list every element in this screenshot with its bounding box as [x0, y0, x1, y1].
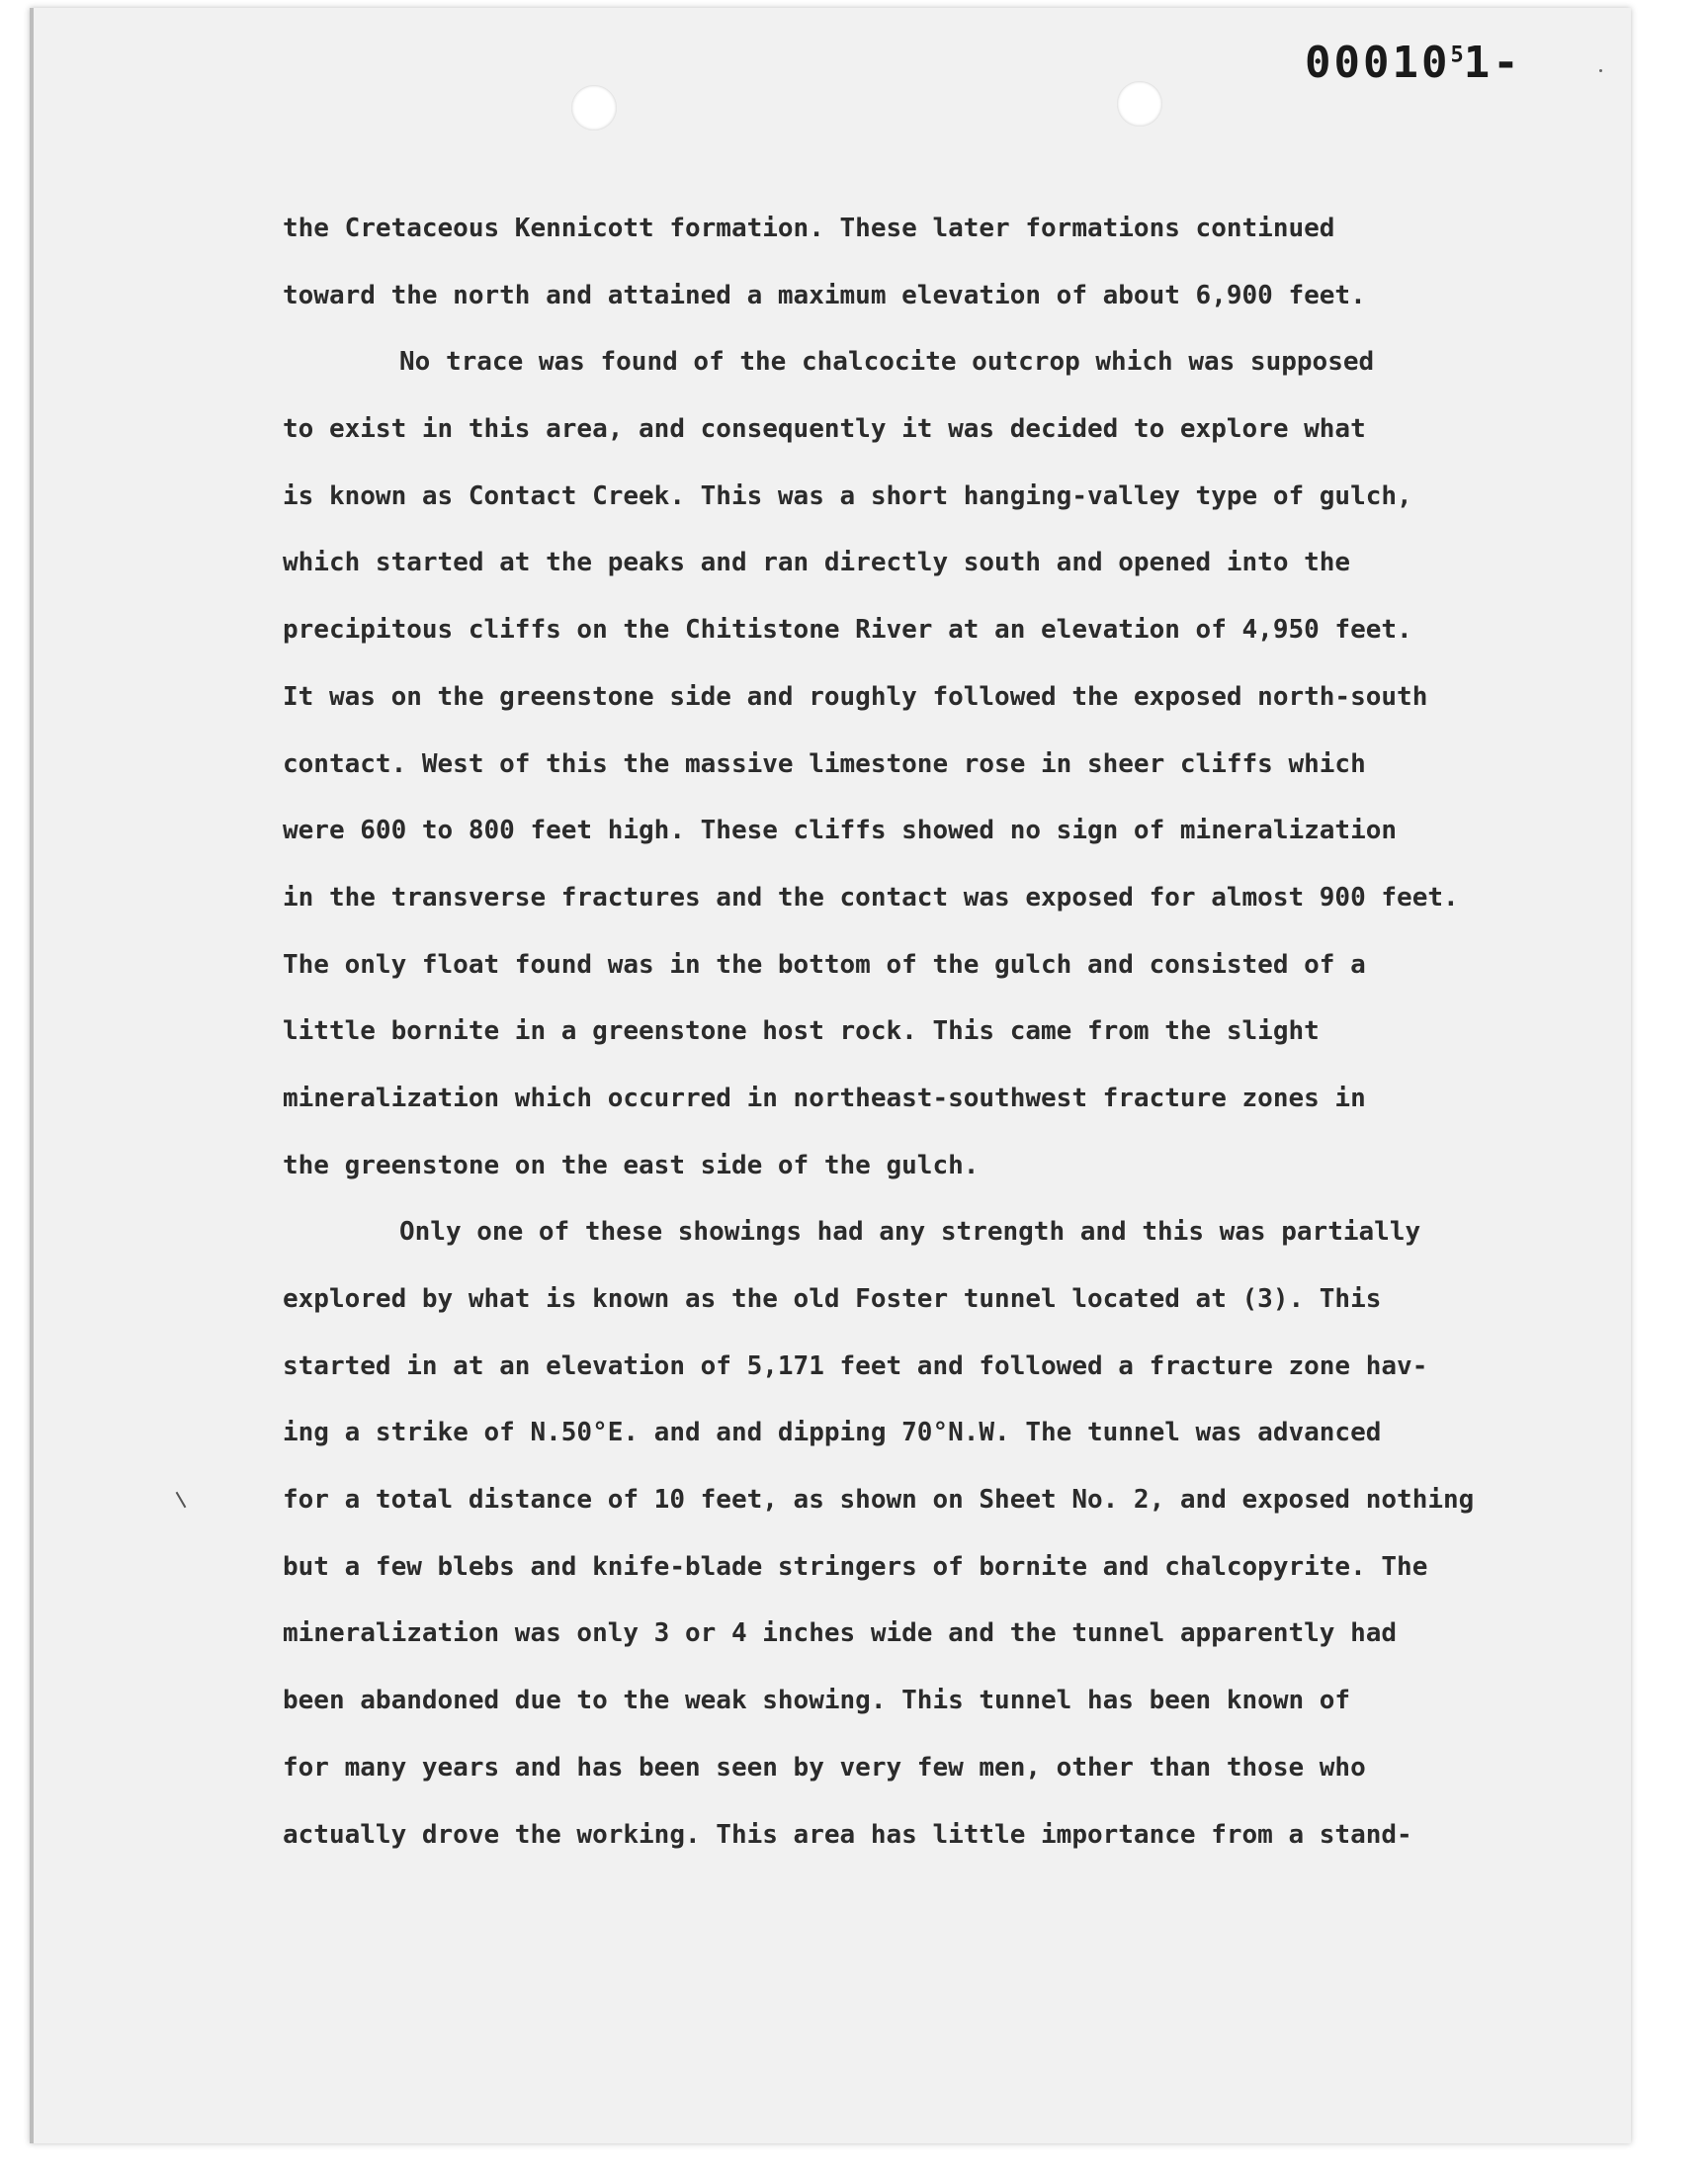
text-line: little bornite in a greenstone host rock. This came from the slight — [283, 1016, 1320, 1047]
page-number-superscript: 5 — [1450, 43, 1464, 68]
text-line: the Cretaceous Kennicott formation. These later formations continued — [283, 214, 1335, 243]
punch-hole-left — [571, 85, 617, 130]
text-line: toward the north and attained a maximum elevation of about 6,900 feet. — [283, 280, 1366, 310]
text-line: for many years and has been seen by very few men, other than those who — [283, 1752, 1366, 1783]
page-edge-shadow — [30, 8, 34, 2143]
text-line: which started at the peaks and ran directly south and opened into the — [283, 548, 1351, 578]
punch-hole-right — [1117, 81, 1162, 127]
text-line: been abandoned due to the weak showing. This tunnel has been known of — [283, 1686, 1351, 1716]
text-line: contact. West of this the massive limestone rose in sheer cliffs which — [283, 748, 1366, 779]
page-number-main: 00010 — [1305, 38, 1451, 88]
text-line: actually drove the working. This area has little importance from a stand- — [283, 1819, 1412, 1850]
text-line: It was on the greenstone side and roughly followed the exposed north-south — [283, 681, 1428, 712]
text-line: mineralization which occurred in northeast-southwest fracture zones in — [283, 1083, 1366, 1113]
text-line: explored by what is known as the old Foster tunnel located at (3). This — [283, 1284, 1382, 1314]
text-line: the greenstone on the east side of the gulch. — [283, 1150, 980, 1180]
text-line: but a few blebs and knife-blade stringers of bornite and chalcopyrite. The — [283, 1551, 1428, 1582]
text-line: is known as Contact Creek. This was a short hanging-valley type of gulch, — [283, 480, 1412, 511]
text-line: No trace was found of the chalcocite outcrop which was supposed — [399, 347, 1375, 378]
text-line: ing a strike of N.50°E. and and dipping 70°N.W. The tunnel was advanced — [283, 1418, 1382, 1448]
page-number-tail: 1- — [1463, 38, 1522, 88]
text-line: Only one of these showings had any strength and this was partially — [399, 1217, 1421, 1248]
page-number — [1305, 38, 1522, 88]
text-line: to exist in this area, and consequently it was decided to explore what — [283, 414, 1366, 445]
text-line: mineralization was only 3 or 4 inches wide and the tunnel apparently had — [283, 1618, 1398, 1649]
body-text — [283, 196, 1607, 1869]
text-line: in the transverse fractures and the contact was exposed for almost 900 feet. — [283, 882, 1459, 913]
text-line: started in at an elevation of 5,171 feet and followed a fracture zone hav- — [283, 1350, 1428, 1381]
text-line: The only float found was in the bottom of the gulch and consisted of a — [283, 949, 1366, 980]
text-line: for a total distance of 10 feet, as shown on Sheet No. 2, and exposed nothing — [283, 1485, 1475, 1516]
text-line: were 600 to 800 feet high. These cliffs showed no sign of mineralization — [283, 816, 1398, 846]
stray-mark — [1599, 69, 1602, 72]
text-line: precipitous cliffs on the Chitistone River at an elevation of 4,950 feet. — [283, 615, 1412, 646]
